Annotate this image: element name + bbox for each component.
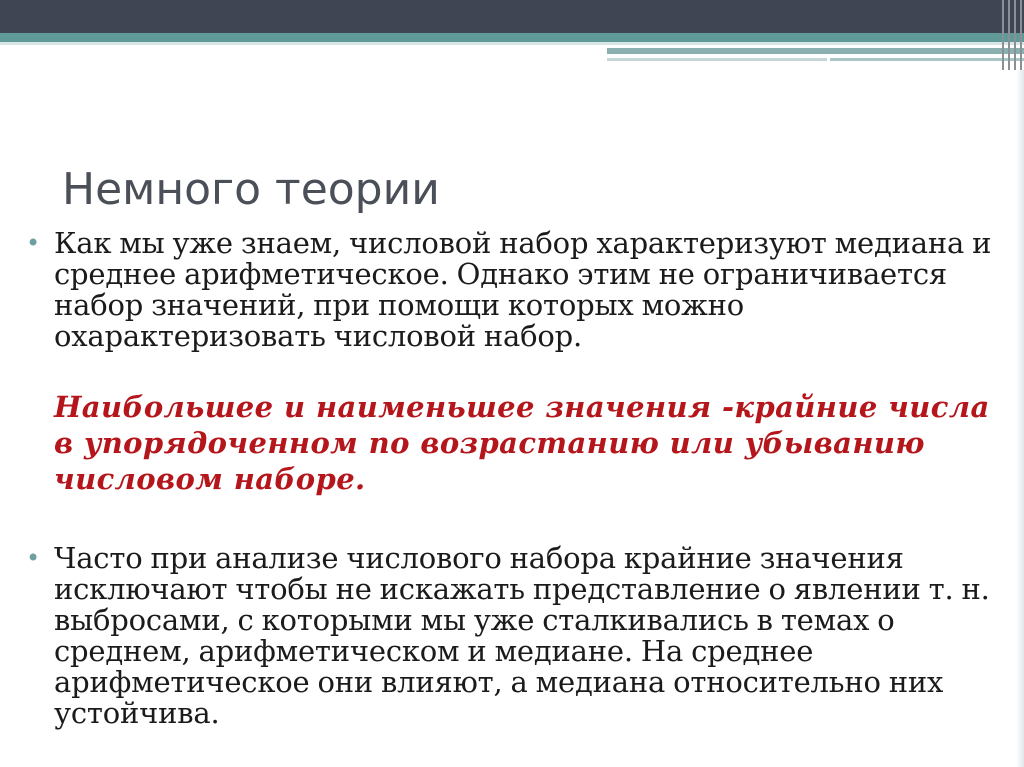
decorative-bar-thin [830, 58, 1024, 61]
header-band-teal [0, 33, 1024, 42]
slide-edge-shadow [1016, 70, 1024, 767]
bullet-item [26, 228, 1016, 497]
decorative-vertical-stripes [1000, 0, 1024, 70]
slide-title: Немного теории [62, 164, 440, 215]
bullet-item [26, 543, 1016, 729]
header-band-light [0, 42, 1024, 45]
slide-content [26, 228, 1016, 729]
decorative-bar-thin [607, 58, 827, 61]
bullet-dot-icon: • [26, 544, 41, 572]
header-band-dark [0, 0, 1024, 33]
decorative-bar [607, 48, 1024, 54]
definition-highlight: Наибольшее и наименьшее значения -крайние числа в упорядоченном по возрастанию или убыванию числовом наборе. [54, 390, 990, 496]
bullet-text: Как мы уже знаем, числовой набор характеризуют медиана и среднее арифметическое. Однако этим не ограничивается набор значений, при помощи которых можно охарактеризовать числовой набор. [54, 226, 992, 353]
bullet-dot-icon: • [26, 229, 41, 257]
bullet-text: Часто при анализе числового набора крайние значения исключают чтобы не искажать представление о явлении т. н. выбросами, с которыми мы уже сталкивались в темах о среднем, арифметическом и медиане. На среднее арифметическое они влияют, а медиана относительно них устойчива. [54, 541, 990, 730]
